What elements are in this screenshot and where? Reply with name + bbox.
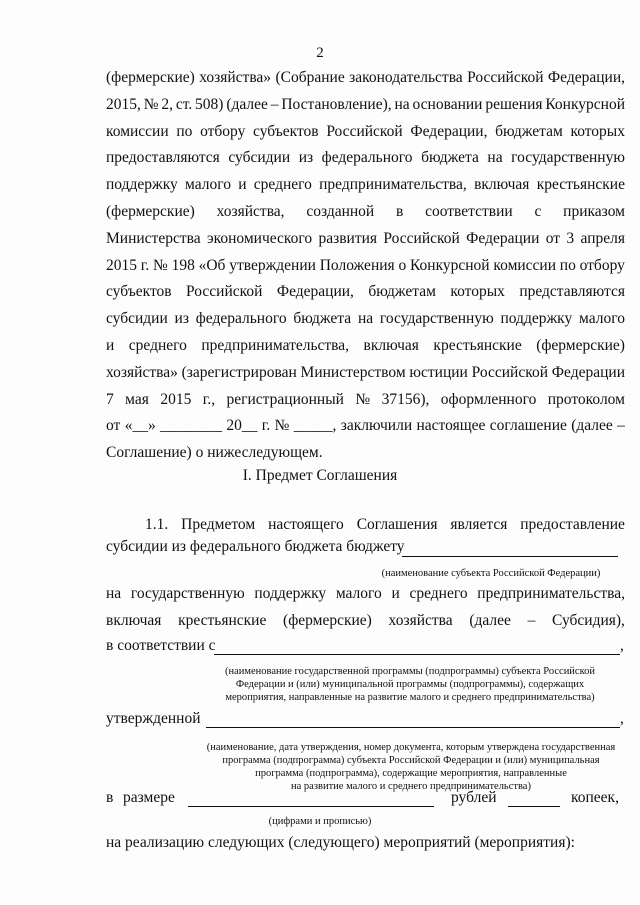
intro-line-text [106,415,625,437]
word: – [270,95,279,113]
word: Конкурсной [545,95,625,113]
word: Российской [326,122,403,140]
text-segment: Соглашение) о нижеследующем. [106,444,323,462]
word: по [176,122,193,140]
intro-line [106,415,625,437]
word: поддержку [254,585,327,602]
word: комиссии [106,122,169,140]
word: Федерации [551,363,625,381]
word: Конкурсной [409,256,490,274]
word: включая [474,176,530,194]
word: крестьянские [433,337,522,354]
word: о [398,256,407,274]
word: Соглашения [356,516,438,533]
word: регистрационный [226,390,344,408]
word: хозяйства» [106,363,178,381]
clause-line-7-amount-label: размере [123,789,175,806]
word: Субсидия), [552,612,625,629]
note-line: программа (подпрограмма) субъекта Российской Федерации и (или) муниципальная [222,755,600,766]
note-program-name [210,665,610,704]
word: Российской [383,229,460,247]
note-line: мероприятия, направленные на развитие малого и среднего предпринимательства) [225,692,595,703]
intro-line [106,174,625,196]
word: государственную [379,310,494,328]
intro-line [106,121,625,143]
clause-line-8: на реализацию следующих (следующего) мероприятий (мероприятия): [106,834,575,851]
word: г. [140,256,150,274]
word: с [534,203,542,220]
clause-line-7-rubles: рублей [451,789,497,806]
word: и [391,585,400,602]
word: созданной [306,203,375,220]
note-line: (наименование, дата утверждения, номер документа, которым утверждена государственная [206,742,616,753]
word: (фермерские) [106,69,195,86]
word: среднего [409,585,468,602]
word: Российской [186,283,263,301]
word: на [106,585,122,602]
word: ________ [160,417,223,435]
word: Федерации [466,229,540,247]
clause-line-3 [106,583,625,605]
intro-line-text [106,389,625,411]
word: бюджета [421,149,479,167]
word: ст. [175,95,193,113]
note-approval-doc [196,741,626,793]
word: включая [363,337,419,354]
intro-line [106,281,625,303]
word: № [355,390,371,408]
approval-doc-field[interactable] [206,726,620,728]
intro-line-text [106,121,625,143]
word: мая [125,390,149,408]
intro-line-text [106,94,625,116]
word: апреля [580,229,625,247]
note-subject-name: (наименование субъекта Российской Федерации) [381,568,601,579]
word: из [298,149,314,167]
intro-line [106,201,625,223]
word: крестьянские [536,176,625,194]
word: отбору [200,122,246,140]
word: настоящее [416,417,486,435]
intro-line [106,67,625,89]
word: настоящего [268,516,344,533]
word: (зарегистрирован [181,363,297,381]
intro-line [106,442,625,464]
word: – [527,612,536,629]
amount-field[interactable] [188,805,434,807]
word: 2015 [106,256,137,274]
word: (далее [226,95,268,113]
word: № [143,95,159,113]
word: хозяйства, [216,203,285,220]
word: Министерством [300,363,406,381]
word: (фермерские) [106,203,195,220]
word: субъектов [253,122,319,140]
word: Федерации, [276,283,354,301]
intro-line-text [106,174,625,196]
word: экономического [206,229,313,247]
word: 508) [195,95,224,113]
word: государственную [130,585,245,602]
word: (далее [571,417,613,435]
word: является [450,516,508,533]
clause-line-3-text [106,583,625,605]
word: по [559,256,576,274]
word: (далее [469,612,511,629]
word: малого [335,585,382,602]
word: основании [412,95,483,113]
clause-line-1 [145,514,625,536]
word: заключили [340,417,413,435]
word: оформленного [440,390,537,408]
word: утверждении [229,256,316,274]
word: поддержку [106,176,178,194]
intro-line-text [106,67,625,89]
word: федерального [195,310,287,328]
word: 2, [161,95,173,113]
word: Российской [471,363,549,381]
word: предпринимательства, [201,337,350,354]
word: № [274,417,290,435]
word: № [153,256,168,274]
word: бюджетам [495,122,563,140]
word: предоставление [520,516,625,533]
word: _____, [293,417,337,435]
intro-line-text [106,442,625,464]
word: соглашение [489,417,567,435]
word: комиссии [493,256,557,274]
word: субсидии [228,149,291,167]
word: представляются [519,283,625,301]
word: (фермерские) [283,612,372,629]
word: малого [579,310,625,328]
word: Министерства [106,229,201,247]
word: соответствии [425,203,513,220]
word: Российской [467,69,544,86]
intro-line-text [106,255,625,277]
word: Федерации, [547,69,625,86]
word: хозяйства» [199,69,272,86]
intro-line [106,335,625,357]
word: субъектов [106,283,172,301]
word: государственную [511,149,625,167]
clause-line-5-suffix: , [620,637,624,654]
intro-line [106,94,625,116]
word: (фермерские) [536,337,625,354]
note-line: на развитие малого и среднего предпринимательства) [291,781,531,792]
word: на [357,310,374,328]
word: 198 [171,256,195,274]
note-line: Федерации и (или) муниципальной программы (подпрограммы), содержащих [235,679,585,690]
word: приказом [563,203,625,220]
intro-line-text [106,281,625,303]
word: и [106,337,115,354]
program-name-field[interactable] [214,653,620,655]
word: развития [318,229,378,247]
word: «__» [124,417,156,435]
word: 2015, [106,95,141,113]
intro-line-text [106,362,625,384]
word: 37156), [381,390,430,408]
word: включая [106,612,162,629]
word: от [545,229,561,247]
word: г. [261,417,271,435]
note-amount: (цифрами и прописью) [268,816,372,827]
word: Положения [319,256,395,274]
intro-line-text [106,201,625,223]
word: (Собрание [275,69,345,86]
word: предоставляются [106,149,220,167]
intro-line [106,255,625,277]
word: субсидии [106,310,168,328]
page-number: 2 [316,45,324,61]
word: из [174,310,189,328]
clause-line-2-prefix: субсидии из федерального бюджета бюджету [106,538,405,555]
clause-line-7-in: в [106,789,114,806]
word: от [106,417,121,435]
word: отбору [579,256,625,274]
word: 3 [566,229,575,247]
clause-line-6-suffix: , [620,710,624,727]
clause-line-1-text [145,514,625,536]
word: протоколом [547,390,625,408]
intro-line [106,147,625,169]
word: 1.1. [145,516,169,533]
clause-line-5-prefix: в соответствии с [106,637,216,654]
section-title: I. Предмет Соглашения [242,467,398,484]
intro-line [106,228,625,250]
word: предпринимательства, [477,585,625,602]
word: 7 [106,390,114,408]
word: «Об [198,256,226,274]
intro-line [106,389,625,411]
word: в [396,203,404,220]
word: поддержку [500,310,573,328]
word: Предметом [181,516,256,533]
intro-line [106,362,625,384]
word: бюджета [293,310,352,328]
intro-line-text [106,308,625,330]
word: Федерации, [410,122,488,140]
word: законодательства [349,69,463,86]
word: крестьянские [178,612,267,629]
intro-line-text [106,147,625,169]
clause-line-4-text [106,610,625,632]
word: на [394,95,410,113]
word: которых [570,122,625,140]
word: г., [202,390,216,408]
note-line: (наименование государственной программы (подпрограммы) субъекта Российской [224,666,596,677]
word: которых [450,283,505,301]
clause-line-4 [106,610,625,632]
intro-line-text [106,335,625,357]
word: на [487,149,503,167]
word: федерального [321,149,413,167]
word: 20__ [226,417,258,435]
kopecks-field[interactable] [508,805,560,807]
word: хозяйства [388,612,453,629]
subject-name-field[interactable] [402,555,618,557]
word: решения [485,95,543,113]
word: юстиции [409,363,468,381]
word: 2015 [160,390,192,408]
word: и [238,176,247,194]
word: среднего [128,337,187,354]
word: Постановление), [281,95,392,113]
word: – [617,417,625,435]
word: малого [185,176,231,194]
clause-line-7-kopecks: копеек, [571,789,619,806]
word: бюджетам [368,283,436,301]
intro-line-text [106,228,625,250]
word: предпринимательства, [319,176,467,194]
clause-line-6-prefix: утвержденной [106,710,201,727]
note-line: программа (подпрограмма), содержащие мероприятия, направленные [255,768,567,779]
word: среднего [253,176,312,194]
intro-line [106,308,625,330]
